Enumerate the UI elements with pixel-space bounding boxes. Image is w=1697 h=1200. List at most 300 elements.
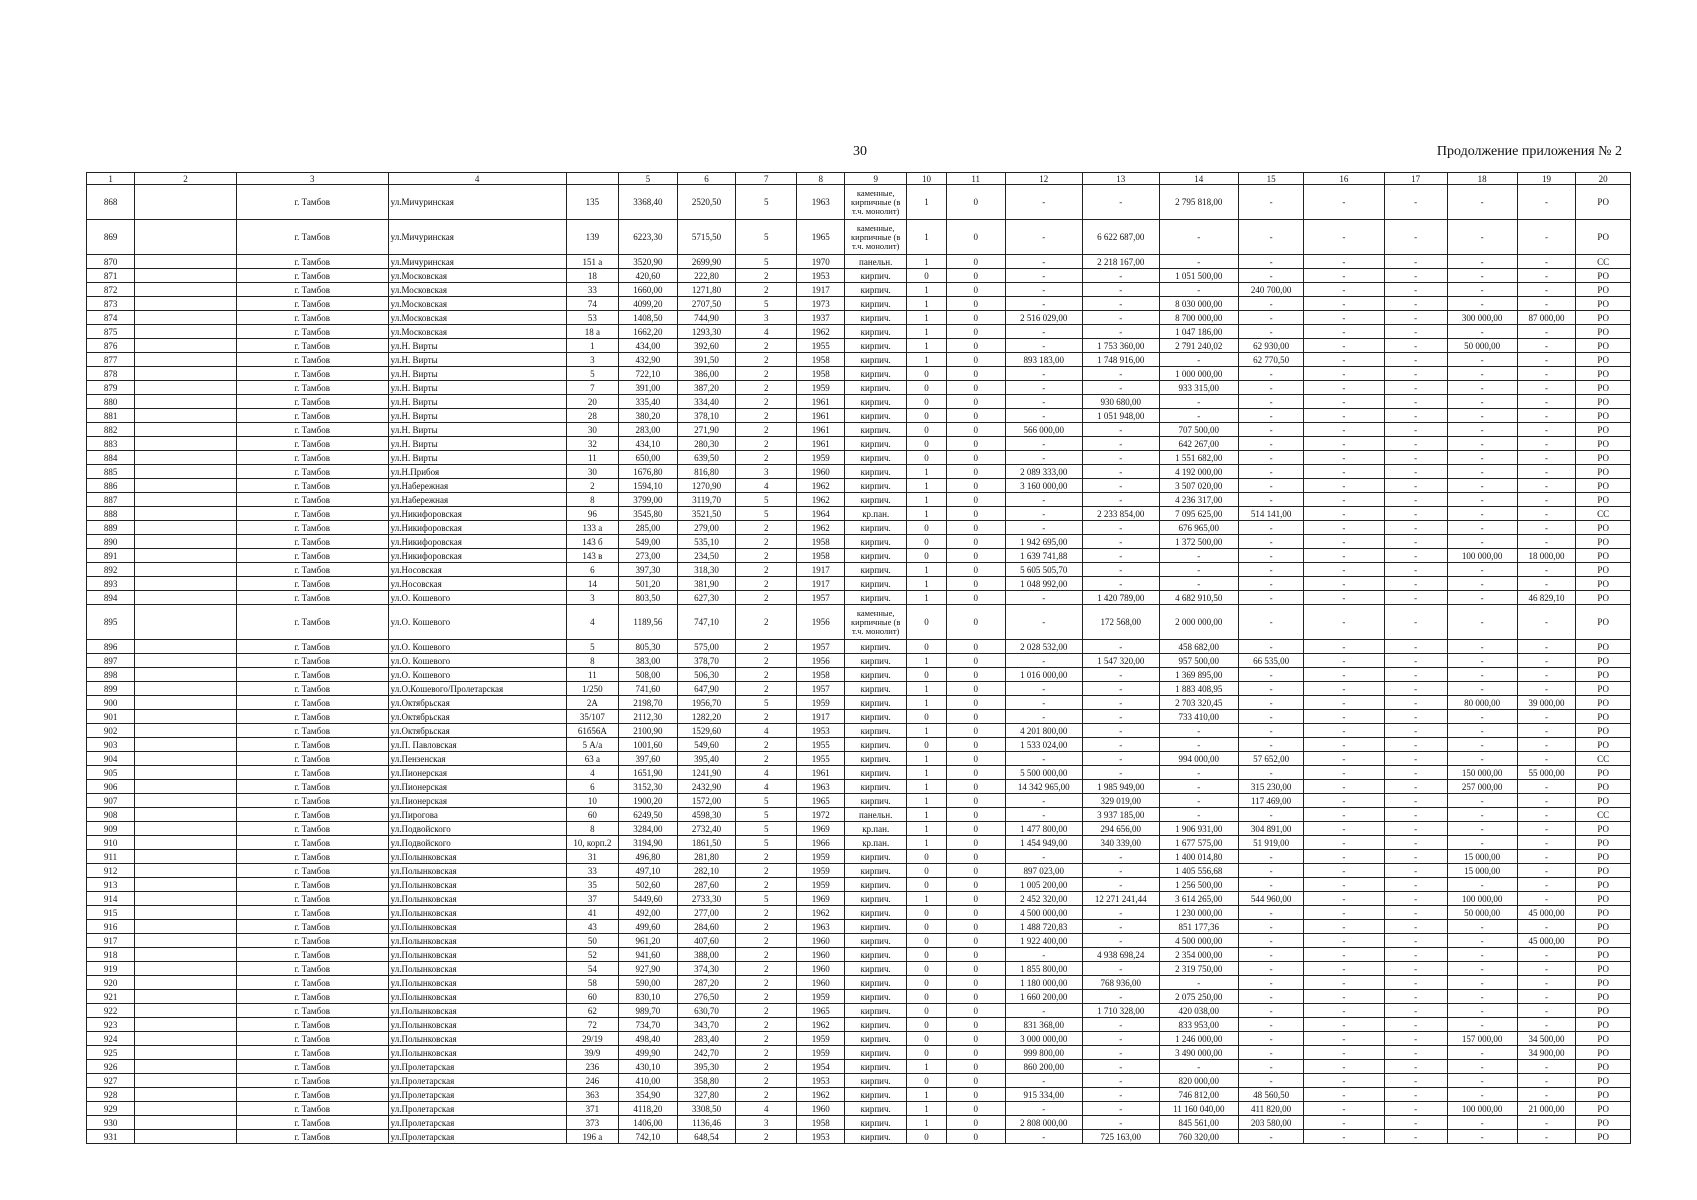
col12-cell: 1 942 695,00 <box>1005 535 1083 549</box>
table-row <box>87 353 1631 367</box>
living-area-cell: 549,60 <box>677 738 736 752</box>
col19-cell: - <box>1517 640 1576 654</box>
col10-cell: 0 <box>907 948 947 962</box>
year-cell: 1958 <box>797 535 845 549</box>
col18-cell: - <box>1447 381 1517 395</box>
city-cell: г. Тамбов <box>236 353 388 367</box>
living-area-cell: 287,20 <box>677 976 736 990</box>
table-row <box>87 409 1631 423</box>
living-area-cell: 648,54 <box>677 1130 736 1144</box>
year-cell: 1969 <box>797 822 845 836</box>
col16-cell: - <box>1304 549 1385 563</box>
city-cell: г. Тамбов <box>236 479 388 493</box>
house-number-cell: 31 <box>566 850 618 864</box>
col17-cell: - <box>1384 297 1447 311</box>
wall-material-cell: каменные, кирпичные (в т.ч. монолит) <box>845 220 907 255</box>
col11-cell: 0 <box>946 780 1005 794</box>
year-cell: 1961 <box>797 437 845 451</box>
fund-type-cell: РО <box>1576 409 1631 423</box>
row-number-cell: 891 <box>87 549 135 563</box>
column-header: 17 <box>1384 173 1447 185</box>
city-cell: г. Тамбов <box>236 976 388 990</box>
col19-cell: - <box>1517 185 1576 220</box>
col15-cell: - <box>1239 465 1304 479</box>
city-cell: г. Тамбов <box>236 710 388 724</box>
wall-material-cell: кирпич. <box>845 423 907 437</box>
table-row <box>87 535 1631 549</box>
col13-cell: - <box>1083 640 1159 654</box>
street-cell: ул.Московская <box>388 325 566 339</box>
table-row <box>87 395 1631 409</box>
floors-cell: 2 <box>736 1032 797 1046</box>
col19-cell: - <box>1517 395 1576 409</box>
col14-cell: 851 177,36 <box>1159 920 1239 934</box>
col16-cell: - <box>1304 381 1385 395</box>
city-cell: г. Тамбов <box>236 220 388 255</box>
col19-cell: - <box>1517 710 1576 724</box>
wall-material-cell: кирпич. <box>845 591 907 605</box>
col17-cell: - <box>1384 766 1447 780</box>
year-cell: 1953 <box>797 269 845 283</box>
fund-type-cell: РО <box>1576 948 1631 962</box>
col19-cell: - <box>1517 521 1576 535</box>
col10-cell: 0 <box>907 906 947 920</box>
city-cell: г. Тамбов <box>236 451 388 465</box>
col12-cell: - <box>1005 367 1083 381</box>
wall-material-cell: кирпич. <box>845 990 907 1004</box>
col11-cell: 0 <box>946 353 1005 367</box>
column-header: 20 <box>1576 173 1631 185</box>
col19-cell: - <box>1517 864 1576 878</box>
fund-type-cell: РО <box>1576 549 1631 563</box>
col13-cell: - <box>1083 563 1159 577</box>
col12-cell: 1 488 720,83 <box>1005 920 1083 934</box>
table-row <box>87 1130 1631 1144</box>
col17-cell: - <box>1384 255 1447 269</box>
empty-cell <box>135 395 237 409</box>
col15-cell: - <box>1239 1032 1304 1046</box>
col19-cell: - <box>1517 892 1576 906</box>
col19-cell: 45 000,00 <box>1517 934 1576 948</box>
wall-material-cell: кирпич. <box>845 780 907 794</box>
empty-cell <box>135 892 237 906</box>
empty-cell <box>135 521 237 535</box>
col13-cell: - <box>1083 465 1159 479</box>
table-row <box>87 1018 1631 1032</box>
floors-cell: 2 <box>736 353 797 367</box>
table-row <box>87 1004 1631 1018</box>
fund-type-cell: РО <box>1576 920 1631 934</box>
col18-cell: - <box>1447 185 1517 220</box>
col16-cell: - <box>1304 605 1385 640</box>
empty-cell <box>135 297 237 311</box>
empty-cell <box>135 682 237 696</box>
col10-cell: 1 <box>907 465 947 479</box>
year-cell: 1958 <box>797 668 845 682</box>
living-area-cell: 407,60 <box>677 934 736 948</box>
col13-cell: 2 218 167,00 <box>1083 255 1159 269</box>
street-cell: ул.Полынковская <box>388 920 566 934</box>
col13-cell: 6 622 687,00 <box>1083 220 1159 255</box>
col18-cell: - <box>1447 535 1517 549</box>
col12-cell: - <box>1005 808 1083 822</box>
street-cell: ул.Мичуринская <box>388 255 566 269</box>
year-cell: 1959 <box>797 1046 845 1060</box>
total-area-cell: 3520,90 <box>619 255 678 269</box>
house-number-cell: 1/250 <box>566 682 618 696</box>
house-number-cell: 14 <box>566 577 618 591</box>
col15-cell: - <box>1239 479 1304 493</box>
row-number-cell: 927 <box>87 1074 135 1088</box>
col10-cell: 0 <box>907 976 947 990</box>
row-number-cell: 899 <box>87 682 135 696</box>
year-cell: 1955 <box>797 339 845 353</box>
fund-type-cell: РО <box>1576 906 1631 920</box>
empty-cell <box>135 990 237 1004</box>
col18-cell: 100 000,00 <box>1447 892 1517 906</box>
year-cell: 1959 <box>797 864 845 878</box>
col16-cell: - <box>1304 696 1385 710</box>
year-cell: 1963 <box>797 780 845 794</box>
table-row <box>87 493 1631 507</box>
wall-material-cell: панельн. <box>845 808 907 822</box>
col17-cell: - <box>1384 1046 1447 1060</box>
row-number-cell: 913 <box>87 878 135 892</box>
fund-type-cell: РО <box>1576 367 1631 381</box>
col15-cell: - <box>1239 976 1304 990</box>
col18-cell: - <box>1447 962 1517 976</box>
total-area-cell: 508,00 <box>619 668 678 682</box>
house-number-cell: 20 <box>566 395 618 409</box>
col18-cell: 80 000,00 <box>1447 696 1517 710</box>
col10-cell: 1 <box>907 1116 947 1130</box>
street-cell: ул.О. Кошевого <box>388 668 566 682</box>
col12-cell: - <box>1005 696 1083 710</box>
wall-material-cell: кирпич. <box>845 311 907 325</box>
wall-material-cell: кирпич. <box>845 738 907 752</box>
col14-cell: 845 561,00 <box>1159 1116 1239 1130</box>
empty-cell <box>135 864 237 878</box>
col14-cell: - <box>1159 738 1239 752</box>
col17-cell: - <box>1384 892 1447 906</box>
living-area-cell: 1271,80 <box>677 283 736 297</box>
col12-cell: 897 023,00 <box>1005 864 1083 878</box>
house-number-cell: 63 а <box>566 752 618 766</box>
row-number-cell: 929 <box>87 1102 135 1116</box>
city-cell: г. Тамбов <box>236 990 388 1004</box>
col13-cell: 930 680,00 <box>1083 395 1159 409</box>
fund-type-cell: РО <box>1576 892 1631 906</box>
living-area-cell: 271,90 <box>677 423 736 437</box>
col12-cell: - <box>1005 325 1083 339</box>
table-row <box>87 465 1631 479</box>
col15-cell: - <box>1239 535 1304 549</box>
col13-cell: - <box>1083 1116 1159 1130</box>
col10-cell: 1 <box>907 311 947 325</box>
house-number-cell: 196 а <box>566 1130 618 1144</box>
table-row <box>87 507 1631 521</box>
total-area-cell: 434,10 <box>619 437 678 451</box>
col14-cell: 1 400 014,80 <box>1159 850 1239 864</box>
col16-cell: - <box>1304 367 1385 381</box>
house-number-cell: 30 <box>566 423 618 437</box>
col17-cell: - <box>1384 738 1447 752</box>
col11-cell: 0 <box>946 479 1005 493</box>
col12-cell: - <box>1005 283 1083 297</box>
living-area-cell: 1241,90 <box>677 766 736 780</box>
wall-material-cell: кирпич. <box>845 339 907 353</box>
col12-cell: 2 089 333,00 <box>1005 465 1083 479</box>
row-number-cell: 876 <box>87 339 135 353</box>
year-cell: 1958 <box>797 367 845 381</box>
col16-cell: - <box>1304 864 1385 878</box>
col19-cell: - <box>1517 423 1576 437</box>
year-cell: 1961 <box>797 423 845 437</box>
col16-cell: - <box>1304 948 1385 962</box>
col17-cell: - <box>1384 1130 1447 1144</box>
col18-cell: - <box>1447 878 1517 892</box>
table-row <box>87 311 1631 325</box>
col18-cell: - <box>1447 423 1517 437</box>
floors-cell: 5 <box>736 185 797 220</box>
total-area-cell: 941,60 <box>619 948 678 962</box>
col18-cell: - <box>1447 654 1517 668</box>
col14-cell: 1 372 500,00 <box>1159 535 1239 549</box>
col19-cell: - <box>1517 724 1576 738</box>
floors-cell: 2 <box>736 654 797 668</box>
col13-cell: - <box>1083 1018 1159 1032</box>
col18-cell: - <box>1447 591 1517 605</box>
col16-cell: - <box>1304 752 1385 766</box>
col16-cell: - <box>1304 1046 1385 1060</box>
col18-cell: - <box>1447 1088 1517 1102</box>
empty-cell <box>135 591 237 605</box>
street-cell: ул.Московская <box>388 269 566 283</box>
col14-cell: 820 000,00 <box>1159 1074 1239 1088</box>
table-row <box>87 738 1631 752</box>
col19-cell: - <box>1517 1004 1576 1018</box>
col13-cell: 1 051 948,00 <box>1083 409 1159 423</box>
house-number-cell: 10 <box>566 794 618 808</box>
col10-cell: 1 <box>907 1088 947 1102</box>
row-number-cell: 881 <box>87 409 135 423</box>
col10-cell: 1 <box>907 591 947 605</box>
row-number-cell: 908 <box>87 808 135 822</box>
floors-cell: 3 <box>736 465 797 479</box>
col12-cell: 1 533 024,00 <box>1005 738 1083 752</box>
col11-cell: 0 <box>946 808 1005 822</box>
row-number-cell: 896 <box>87 640 135 654</box>
row-number-cell: 912 <box>87 864 135 878</box>
floors-cell: 4 <box>736 1102 797 1116</box>
col16-cell: - <box>1304 339 1385 353</box>
table-row <box>87 339 1631 353</box>
house-number-cell: 28 <box>566 409 618 423</box>
living-area-cell: 3308,50 <box>677 1102 736 1116</box>
col10-cell: 0 <box>907 605 947 640</box>
col19-cell: - <box>1517 1018 1576 1032</box>
empty-cell <box>135 710 237 724</box>
col11-cell: 0 <box>946 535 1005 549</box>
fund-type-cell: РО <box>1576 479 1631 493</box>
total-area-cell: 430,10 <box>619 1060 678 1074</box>
street-cell: ул.Пролетарская <box>388 1116 566 1130</box>
house-number-cell: 30 <box>566 465 618 479</box>
col19-cell: - <box>1517 962 1576 976</box>
table-row <box>87 563 1631 577</box>
floors-cell: 2 <box>736 577 797 591</box>
col17-cell: - <box>1384 976 1447 990</box>
col11-cell: 0 <box>946 283 1005 297</box>
fund-type-cell: РО <box>1576 311 1631 325</box>
living-area-cell: 575,00 <box>677 640 736 654</box>
living-area-cell: 378,10 <box>677 409 736 423</box>
col16-cell: - <box>1304 878 1385 892</box>
row-number-cell: 875 <box>87 325 135 339</box>
city-cell: г. Тамбов <box>236 381 388 395</box>
col11-cell: 0 <box>946 850 1005 864</box>
col16-cell: - <box>1304 479 1385 493</box>
street-cell: ул.Никифоровская <box>388 507 566 521</box>
table-row <box>87 724 1631 738</box>
col15-cell: - <box>1239 850 1304 864</box>
living-area-cell: 630,70 <box>677 1004 736 1018</box>
street-cell: ул.Полынковская <box>388 850 566 864</box>
total-area-cell: 380,20 <box>619 409 678 423</box>
total-area-cell: 2100,90 <box>619 724 678 738</box>
fund-type-cell: РО <box>1576 794 1631 808</box>
wall-material-cell: кирпич. <box>845 297 907 311</box>
street-cell: ул.Пирогова <box>388 808 566 822</box>
wall-material-cell: кр.пан. <box>845 507 907 521</box>
col13-cell: 1 710 328,00 <box>1083 1004 1159 1018</box>
col16-cell: - <box>1304 507 1385 521</box>
living-area-cell: 1270,90 <box>677 479 736 493</box>
living-area-cell: 284,60 <box>677 920 736 934</box>
empty-cell <box>135 353 237 367</box>
table-row <box>87 220 1631 255</box>
floors-cell: 2 <box>736 563 797 577</box>
col14-cell: - <box>1159 563 1239 577</box>
empty-cell <box>135 794 237 808</box>
col19-cell: - <box>1517 577 1576 591</box>
empty-cell <box>135 367 237 381</box>
col12-cell: - <box>1005 682 1083 696</box>
col11-cell: 0 <box>946 451 1005 465</box>
street-cell: ул.Октябрьская <box>388 724 566 738</box>
col11-cell: 0 <box>946 297 1005 311</box>
table-row <box>87 605 1631 640</box>
fund-type-cell: РО <box>1576 836 1631 850</box>
col11-cell: 0 <box>946 1130 1005 1144</box>
col18-cell: 15 000,00 <box>1447 864 1517 878</box>
col17-cell: - <box>1384 409 1447 423</box>
fund-type-cell: РО <box>1576 1060 1631 1074</box>
wall-material-cell: кирпич. <box>845 864 907 878</box>
col13-cell: - <box>1083 521 1159 535</box>
col12-cell: - <box>1005 1074 1083 1088</box>
col17-cell: - <box>1384 437 1447 451</box>
wall-material-cell: кирпич. <box>845 577 907 591</box>
col19-cell: - <box>1517 1130 1576 1144</box>
col14-cell: - <box>1159 808 1239 822</box>
column-number-header <box>87 173 1631 185</box>
row-number-cell: 904 <box>87 752 135 766</box>
col19-cell: 46 829,10 <box>1517 591 1576 605</box>
col15-cell: - <box>1239 962 1304 976</box>
col11-cell: 0 <box>946 507 1005 521</box>
total-area-cell: 354,90 <box>619 1088 678 1102</box>
floors-cell: 2 <box>736 1074 797 1088</box>
total-area-cell: 830,10 <box>619 990 678 1004</box>
col10-cell: 0 <box>907 1032 947 1046</box>
col14-cell: 2 795 818,00 <box>1159 185 1239 220</box>
house-number-cell: 41 <box>566 906 618 920</box>
table-row <box>87 794 1631 808</box>
col15-cell: - <box>1239 1004 1304 1018</box>
street-cell: ул.Н. Вирты <box>388 339 566 353</box>
house-number-cell: 10, корп.2 <box>566 836 618 850</box>
floors-cell: 2 <box>736 367 797 381</box>
col15-cell: - <box>1239 325 1304 339</box>
col15-cell: - <box>1239 990 1304 1004</box>
col10-cell: 1 <box>907 577 947 591</box>
total-area-cell: 6223,30 <box>619 220 678 255</box>
col17-cell: - <box>1384 220 1447 255</box>
house-number-cell: 3 <box>566 591 618 605</box>
year-cell: 1962 <box>797 493 845 507</box>
table-row <box>87 367 1631 381</box>
col16-cell: - <box>1304 822 1385 836</box>
year-cell: 1962 <box>797 521 845 535</box>
col19-cell: - <box>1517 878 1576 892</box>
total-area-cell: 285,00 <box>619 521 678 535</box>
fund-type-cell: РО <box>1576 283 1631 297</box>
col15-cell: - <box>1239 367 1304 381</box>
col18-cell: - <box>1447 1060 1517 1074</box>
col10-cell: 0 <box>907 451 947 465</box>
table-row <box>87 766 1631 780</box>
row-number-cell: 903 <box>87 738 135 752</box>
col19-cell: - <box>1517 353 1576 367</box>
col11-cell: 0 <box>946 836 1005 850</box>
col16-cell: - <box>1304 1060 1385 1074</box>
col11-cell: 0 <box>946 766 1005 780</box>
city-cell: г. Тамбов <box>236 1060 388 1074</box>
living-area-cell: 744,90 <box>677 311 736 325</box>
table-row <box>87 381 1631 395</box>
empty-cell <box>135 906 237 920</box>
col16-cell: - <box>1304 780 1385 794</box>
floors-cell: 5 <box>736 822 797 836</box>
wall-material-cell: кирпич. <box>845 892 907 906</box>
living-area-cell: 2732,40 <box>677 822 736 836</box>
col10-cell: 1 <box>907 493 947 507</box>
street-cell: ул.Подвойского <box>388 822 566 836</box>
col18-cell: - <box>1447 283 1517 297</box>
col15-cell: 57 652,00 <box>1239 752 1304 766</box>
table-row <box>87 577 1631 591</box>
col17-cell: - <box>1384 339 1447 353</box>
col13-cell: - <box>1083 1088 1159 1102</box>
living-area-cell: 1136,46 <box>677 1116 736 1130</box>
total-area-cell: 805,30 <box>619 640 678 654</box>
street-cell: ул.Мичуринская <box>388 185 566 220</box>
floors-cell: 2 <box>736 423 797 437</box>
wall-material-cell: кирпич. <box>845 724 907 738</box>
empty-cell <box>135 437 237 451</box>
col11-cell: 0 <box>946 864 1005 878</box>
